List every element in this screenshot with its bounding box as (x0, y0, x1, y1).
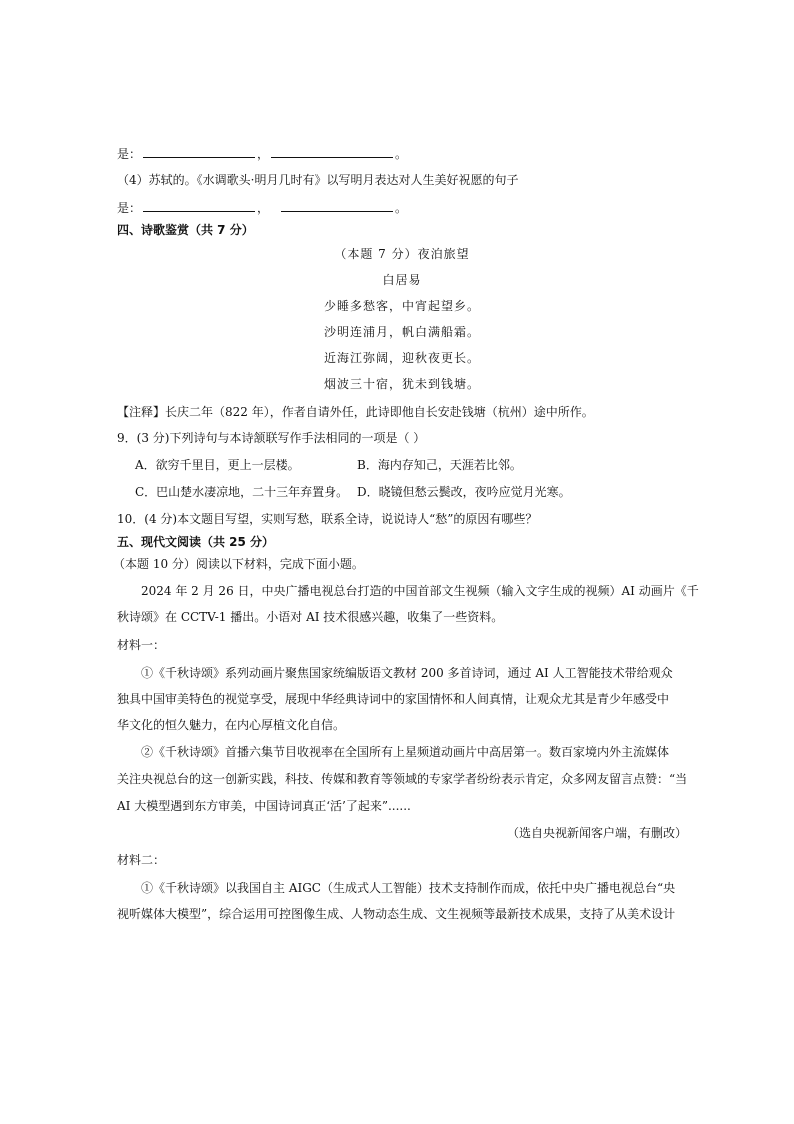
poem-line-3: 近海江弥阔，迎秋夜更长。 (323, 351, 480, 365)
m1-p1-line-3: 华文化的恒久魅力，在内心厚植文化自信。 (117, 718, 346, 732)
m1-p2-line-3: AI 大模型遇到东方审美，中国诗词真正‘活’了起来”...... (117, 799, 411, 813)
section-4-heading: 四、诗歌鉴赏（共 7 分） (117, 223, 254, 237)
poem-title: （本题 7 分）夜泊旅望 (334, 247, 470, 261)
fill-line-1 (117, 145, 687, 162)
poem-note: 【注释】长庆二年（822 年），作者自请外任，此诗即他自长安赴钱塘（杭州）途中所作。 (117, 405, 594, 419)
intro-paragraph-line-1: 2024 年 2 月 26 日，中央广播电视总台打造的中国首部文生视频（输入文字生成的视频）AI 动画片《千 (141, 584, 699, 598)
poem-author: 白居易 (382, 273, 422, 287)
period: 。 (395, 201, 408, 215)
m2-p1-line-2: 视听媒体大模型”，综合运用可控图像生成、人物动态生成、文生视频等最新技术成果，支持了从美术设计 (117, 907, 676, 921)
fill-line-2 (117, 199, 687, 216)
fill-prefix: 是： (117, 201, 142, 215)
q9-options-row-1 (135, 457, 705, 473)
answer-blank[interactable] (271, 145, 393, 158)
m1-p1-line-1: ①《千秋诗颂》系列动画片聚焦国家统编版语文教材 200 多首诗词，通过 AI 人工智能技术带给观众 (141, 666, 673, 680)
period: 。 (395, 147, 408, 161)
section-5-intro: （本题 10 分）阅读以下材料，完成下面小题。 (113, 557, 364, 571)
q9-option-d[interactable]: D．晓镜但愁云鬓改，夜吟应觉月光寒。 (357, 485, 571, 499)
question-9-stem: 9．(3 分)下列诗句与本诗颔联写作手法相同的一项是（ ） (117, 431, 426, 445)
separator: ， (257, 147, 270, 161)
poem-line-2: 沙明连浦月，帆白满船霜。 (323, 325, 480, 339)
fill-prefix: 是： (117, 147, 142, 161)
q9-option-a[interactable]: A．欲穷千里目，更上一层楼。 (135, 458, 300, 472)
m2-p1-line-1: ①《千秋诗颂》以我国自主 AIGC（生成式人工智能）技术支持制作而成，依托中央广播电视总台“央 (141, 881, 676, 895)
q9-option-c[interactable]: C．巴山楚水凄凉地，二十三年弃置身。 (135, 485, 349, 499)
material-2-label: 材料二： (117, 853, 166, 867)
m1-p2-line-1: ②《千秋诗颂》首播六集节目收视率在全国所有上星频道动画片中高居第一。数百家境内外主流媒体 (141, 745, 670, 759)
poem-line-1: 少睡多愁客，中宵起望乡。 (323, 299, 480, 313)
poem-line-4: 烟波三十宿，犹未到钱塘。 (323, 377, 480, 391)
q9-options-row-2 (135, 484, 705, 500)
intro-paragraph-line-2: 秋诗颂》在 CCTV-1 播出。小语对 AI 技术很感兴趣，收集了一些资料。 (117, 610, 504, 624)
material-1-label: 材料一： (117, 638, 166, 652)
question-4-text: （4）苏轼的。《水调歌头·明月几时有》以写明月表达对人生美好祝愿的句子 (117, 173, 519, 187)
question-10-stem: 10．(4 分)本文题目写望，实则写愁，联系全诗，说说诗人“愁”的原因有哪些？ (117, 512, 538, 526)
answer-blank[interactable] (281, 199, 393, 212)
answer-blank[interactable] (143, 145, 255, 158)
section-5-heading: 五、现代文阅读（共 25 分） (117, 535, 275, 549)
answer-blank[interactable] (143, 199, 255, 212)
separator: ， (257, 201, 270, 215)
m1-p2-line-2: 关注央视总台的这一创新实践，科技、传媒和教育等领域的专家学者纷纷表示肯定，众多网友留言点赞：“当 (117, 772, 688, 786)
material-1-source: （选自央视新闻客户端，有删改） (506, 826, 687, 840)
m1-p1-line-2: 独具中国审美特色的视觉享受，展现中华经典诗词中的家国情怀和人间真情，让观众尤其是青少年感受中 (117, 692, 670, 706)
q9-option-b[interactable]: B．海内存知己，天涯若比邻。 (357, 458, 522, 472)
